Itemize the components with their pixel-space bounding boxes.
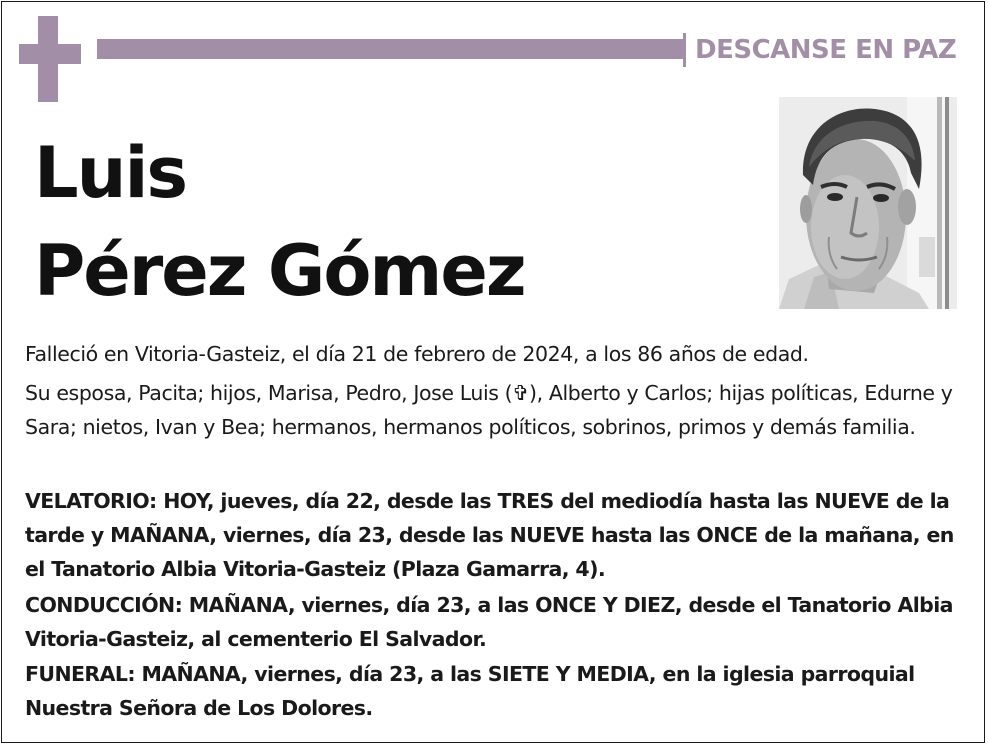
latin-cross-icon (19, 16, 81, 102)
funeral-paragraph: FUNERAL: MAÑANA, viernes, día 23, a las SIETE Y MEDIA, en la iglesia parroquial Nuestra Señora de Los Dolores. (25, 662, 915, 720)
header-rule (97, 39, 684, 59)
cross-horizontal-bar (19, 44, 81, 64)
portrait-photo (779, 97, 957, 309)
death-notice-line: Falleció en Vitoria-Gasteiz, el día 21 de febrero de 2024, a los 86 años de edad. (25, 342, 809, 366)
velatorio-paragraph: VELATORIO: HOY, jueves, día 22, desde las TRES del mediodía hasta las NUEVE de la tarde y MAÑANA, viernes, día 23, desde las NUEVE hasta las ONCE de la mañana, en el Tanatorio Albia Vitoria-Gasteiz (Plaza Gamarra, 4). (25, 489, 954, 581)
conduccion-paragraph: CONDUCCIÓN: MAÑANA, viernes, día 23, a las ONCE Y DIEZ, desde el Tanatorio Albia Vitoria-Gasteiz, al cementerio El Salvador. (25, 593, 953, 651)
family-paragraph: Su esposa, Pacita; hijos, Marisa, Pedro, Jose Luis (✞), Alberto y Carlos; hijas políticas, Edurne y Sara; nietos, Ivan y Bea; hermanos, hermanos políticos, sobrinos, primos y demás familia. (25, 381, 953, 439)
deceased-first-name: Luis (34, 132, 187, 214)
portrait-illustration (779, 97, 957, 309)
deceased-surnames: Pérez Gómez (34, 230, 525, 312)
header-tag: DESCANSE EN PAZ (683, 33, 956, 67)
